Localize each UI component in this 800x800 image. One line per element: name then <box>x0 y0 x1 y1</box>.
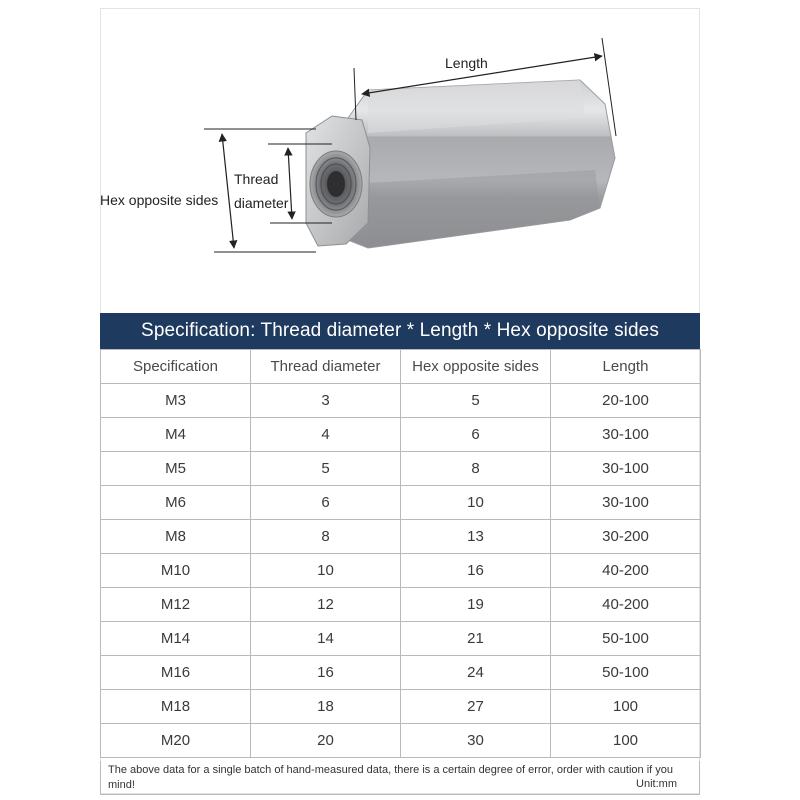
length-label: Length <box>445 55 488 71</box>
table-row <box>101 690 701 724</box>
cell-spec: M6 <box>101 486 251 520</box>
header-thread-diameter: Thread diameter <box>251 350 401 384</box>
cell-length: 30-100 <box>551 452 701 486</box>
spec-banner: Specification: Thread diameter * Length * Hex opposite sides <box>100 313 700 349</box>
table-row <box>101 622 701 656</box>
cell-spec: M18 <box>101 690 251 724</box>
table-row <box>101 724 701 758</box>
cell-thread: 6 <box>251 486 401 520</box>
hex-coupling-nut-icon <box>100 8 700 313</box>
header-length: Length <box>551 350 701 384</box>
header-hex-opposite-sides: Hex opposite sides <box>401 350 551 384</box>
measurement-note <box>100 761 700 795</box>
spec-table <box>100 349 701 758</box>
cell-spec: M3 <box>101 384 251 418</box>
table-row <box>101 656 701 690</box>
cell-spec: M4 <box>101 418 251 452</box>
cell-length: 20-100 <box>551 384 701 418</box>
cell-hex: 8 <box>401 452 551 486</box>
cell-thread: 12 <box>251 588 401 622</box>
cell-spec: M16 <box>101 656 251 690</box>
cell-thread: 3 <box>251 384 401 418</box>
cell-hex: 5 <box>401 384 551 418</box>
table-row <box>101 588 701 622</box>
table-header-row <box>101 350 701 384</box>
thread-label-line2: diameter <box>234 195 289 211</box>
cell-spec: M20 <box>101 724 251 758</box>
cell-thread: 10 <box>251 554 401 588</box>
cell-thread: 4 <box>251 418 401 452</box>
table-row <box>101 486 701 520</box>
cell-length: 40-200 <box>551 554 701 588</box>
cell-hex: 27 <box>401 690 551 724</box>
cell-hex: 19 <box>401 588 551 622</box>
table-row <box>101 418 701 452</box>
cell-spec: M8 <box>101 520 251 554</box>
cell-thread: 5 <box>251 452 401 486</box>
cell-spec: M12 <box>101 588 251 622</box>
table-row <box>101 554 701 588</box>
table-row <box>101 384 701 418</box>
thread-label-line1: Thread <box>234 171 279 187</box>
cell-hex: 21 <box>401 622 551 656</box>
cell-hex: 24 <box>401 656 551 690</box>
cell-length: 30-200 <box>551 520 701 554</box>
cell-hex: 13 <box>401 520 551 554</box>
cell-length: 100 <box>551 724 701 758</box>
cell-hex: 16 <box>401 554 551 588</box>
cell-thread: 16 <box>251 656 401 690</box>
cell-hex: 6 <box>401 418 551 452</box>
hex-opposite-sides-label: Hex opposite sides <box>100 192 219 208</box>
cell-length: 30-100 <box>551 418 701 452</box>
table-row <box>101 452 701 486</box>
cell-spec: M10 <box>101 554 251 588</box>
cell-length: 100 <box>551 690 701 724</box>
note-text: The above data for a single batch of hand-measured data, there is a certain degree of error, order with caution if you mind! <box>108 764 674 791</box>
cell-spec: M5 <box>101 452 251 486</box>
dimension-diagram <box>100 8 700 313</box>
cell-thread: 18 <box>251 690 401 724</box>
cell-length: 30-100 <box>551 486 701 520</box>
cell-thread: 20 <box>251 724 401 758</box>
table-row <box>101 520 701 554</box>
cell-length: 50-100 <box>551 656 701 690</box>
cell-length: 40-200 <box>551 588 701 622</box>
cell-hex: 10 <box>401 486 551 520</box>
cell-thread: 14 <box>251 622 401 656</box>
cell-length: 50-100 <box>551 622 701 656</box>
cell-hex: 30 <box>401 724 551 758</box>
cell-thread: 8 <box>251 520 401 554</box>
cell-spec: M14 <box>101 622 251 656</box>
unit-label: Unit:mm <box>636 778 677 790</box>
header-specification: Specification <box>101 350 251 384</box>
